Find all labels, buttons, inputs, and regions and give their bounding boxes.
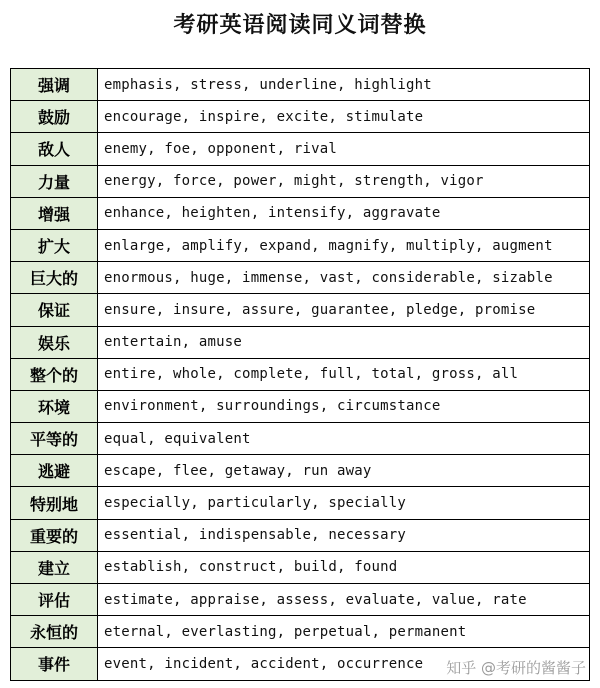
term-cell: 平等的 (11, 423, 98, 455)
term-cell: 强调 (11, 69, 98, 101)
synonyms-cell: encourage, inspire, excite, stimulate (98, 101, 590, 133)
term-cell: 整个的 (11, 358, 98, 390)
synonyms-cell: ensure, insure, assure, guarantee, pledge, promise (98, 294, 590, 326)
table-row (11, 294, 590, 326)
table-row (11, 616, 590, 648)
term-cell: 敌人 (11, 133, 98, 165)
synonyms-cell: entire, whole, complete, full, total, gross, all (98, 358, 590, 390)
term-cell: 事件 (11, 648, 98, 680)
term-cell: 增强 (11, 197, 98, 229)
synonyms-cell: entertain, amuse (98, 326, 590, 358)
table-row (11, 165, 590, 197)
table-row (11, 584, 590, 616)
synonyms-cell: energy, force, power, might, strength, vigor (98, 165, 590, 197)
synonyms-cell: establish, construct, build, found (98, 551, 590, 583)
watermark: 知乎 @考研的酱酱子 (446, 659, 586, 677)
synonyms-cell: event, incident, accident, occurrence (98, 648, 590, 680)
synonyms-cell: emphasis, stress, underline, highlight (98, 69, 590, 101)
table-row (11, 133, 590, 165)
term-cell: 环境 (11, 390, 98, 422)
synonym-table (10, 68, 590, 681)
table-row (11, 101, 590, 133)
term-cell: 评估 (11, 584, 98, 616)
table-row (11, 358, 590, 390)
term-cell: 力量 (11, 165, 98, 197)
synonyms-cell: estimate, appraise, assess, evaluate, value, rate (98, 584, 590, 616)
table-row (11, 551, 590, 583)
synonyms-cell: enemy, foe, opponent, rival (98, 133, 590, 165)
table-row (11, 197, 590, 229)
page-title: 考研英语阅读同义词替换 (173, 12, 427, 38)
term-cell: 巨大的 (11, 262, 98, 294)
term-cell: 特别地 (11, 487, 98, 519)
table-row (11, 69, 590, 101)
table-row (11, 487, 590, 519)
synonyms-cell: enormous, huge, immense, vast, considerable, sizable (98, 262, 590, 294)
synonyms-cell: eternal, everlasting, perpetual, permanent (98, 616, 590, 648)
table-row (11, 326, 590, 358)
term-cell: 扩大 (11, 229, 98, 261)
term-cell: 建立 (11, 551, 98, 583)
synonyms-cell: especially, particularly, specially (98, 487, 590, 519)
table-row (11, 390, 590, 422)
synonyms-cell: escape, flee, getaway, run away (98, 455, 590, 487)
term-cell: 重要的 (11, 519, 98, 551)
synonyms-cell: enhance, heighten, intensify, aggravate (98, 197, 590, 229)
table-row (11, 423, 590, 455)
table-row (11, 455, 590, 487)
synonyms-cell: equal, equivalent (98, 423, 590, 455)
term-cell: 永恒的 (11, 616, 98, 648)
term-cell: 保证 (11, 294, 98, 326)
term-cell: 逃避 (11, 455, 98, 487)
synonyms-cell: essential, indispensable, necessary (98, 519, 590, 551)
term-cell: 娱乐 (11, 326, 98, 358)
term-cell: 鼓励 (11, 101, 98, 133)
synonyms-cell: enlarge, amplify, expand, magnify, multiply, augment (98, 229, 590, 261)
table-row (11, 229, 590, 261)
table-row (11, 262, 590, 294)
synonyms-cell: environment, surroundings, circumstance (98, 390, 590, 422)
table-row (11, 519, 590, 551)
